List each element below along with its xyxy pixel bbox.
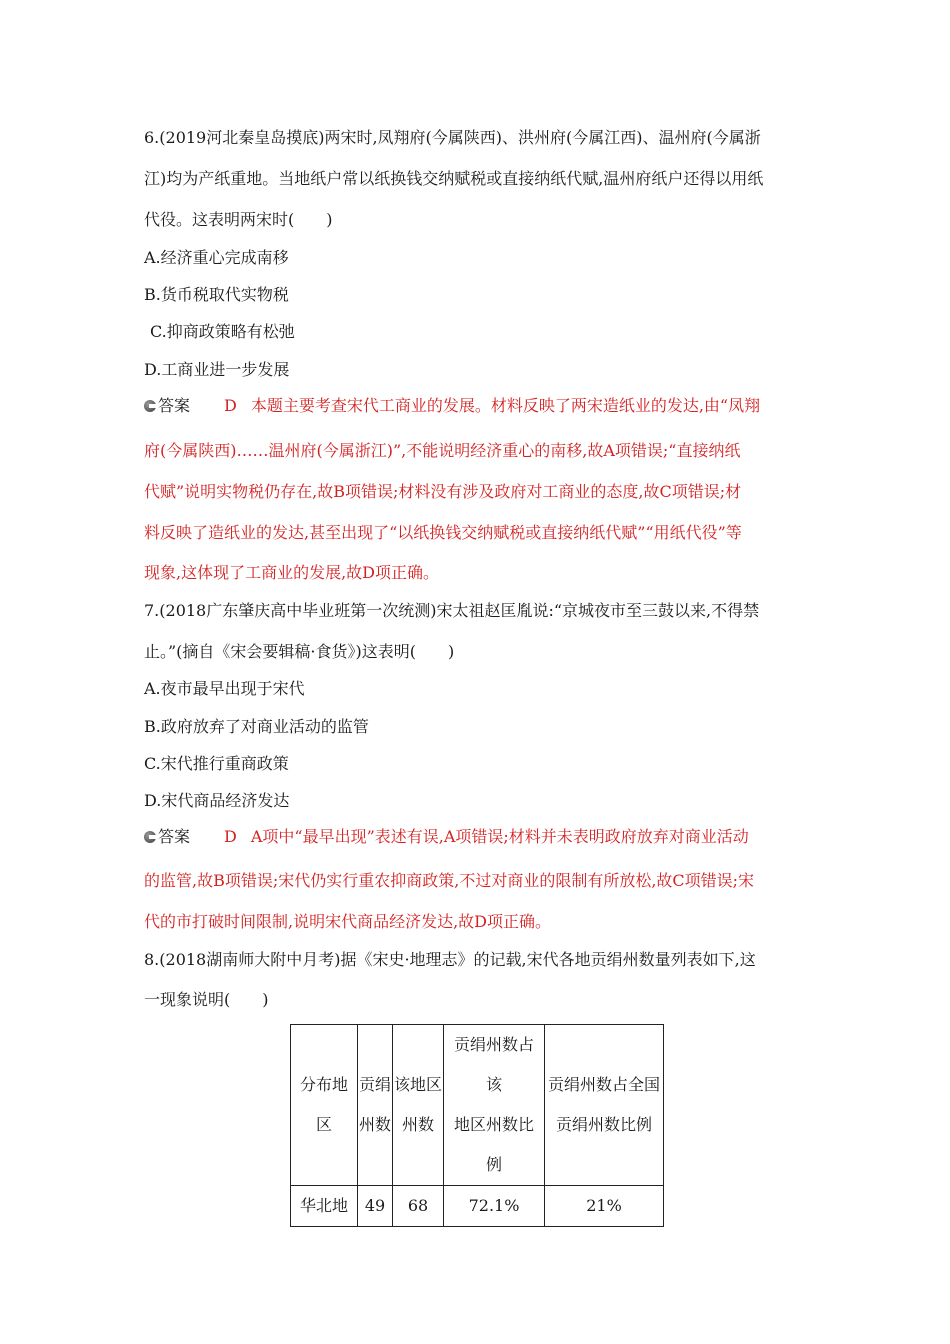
q8-stem-line-2: 一现象说明( ) xyxy=(144,990,269,1009)
distribution-table xyxy=(290,1024,664,1227)
table-cell: 49 xyxy=(358,1186,393,1227)
q7-option-c: C.宋代推行重商政策 xyxy=(144,754,289,773)
q8-stem-line-1: 8.(2018湖南师大附中月考)据《宋史·地理志》的记载,宋代各地贡绢州数量列表如下,这 xyxy=(144,950,756,969)
q6-explanation-line-1: 本题主要考查宋代工商业的发展。材料反映了两宋造纸业的发达,由“凤翔 xyxy=(250,396,761,415)
q6-option-a: A.经济重心完成南移 xyxy=(144,248,289,267)
q6-explanation-line-4: 料反映了造纸业的发达,甚至出现了“以纸换钱交纳赋税或直接纳纸代赋”“用纸代役”等 xyxy=(144,523,742,542)
q6-stem-line-1: 6.(2019河北秦皇岛摸底)两宋时,凤翔府(今属陕西)、洪州府(今属江西)、温州府(今属浙 xyxy=(144,128,761,147)
q6-stem-line-2: 江)均为产纸重地。当地纸户常以纸换钱交纳赋税或直接纳纸代赋,温州府纸户还得以用纸 xyxy=(144,169,764,188)
q7-stem-line-1: 7.(2018广东肇庆高中毕业班第一次统测)宋太祖赵匡胤说:“京城夜市至三鼓以来,不得禁 xyxy=(144,601,760,620)
q7-answer-letter: D xyxy=(224,827,237,846)
header-cell-national-ratio: 贡绢州数占全国 贡绢州数比例 xyxy=(545,1025,664,1186)
q6-answer-label: 答案 xyxy=(158,396,191,415)
q6-explanation-line-3: 代赋”说明实物税仍存在,故B项错误;材料没有涉及政府对工商业的态度,故C项错误;材 xyxy=(144,482,742,501)
q6-answer-letter: D xyxy=(224,396,237,415)
q7-stem-line-2: 止。”(摘自《宋会要辑稿·食货》)这表明( ) xyxy=(144,642,455,661)
q7-option-d: D.宋代商品经济发达 xyxy=(144,791,290,810)
answer-icon xyxy=(144,400,156,412)
table-cell: 72.1% xyxy=(444,1186,545,1227)
q6-explanation-line-5: 现象,这体现了工商业的发展,故D项正确。 xyxy=(144,563,440,582)
q6-option-c: C.抑商政策略有松弛 xyxy=(150,322,295,341)
table-cell: 21% xyxy=(545,1186,664,1227)
header-cell-region: 分布地 区 xyxy=(291,1025,358,1186)
q6-option-b: B.货币税取代实物税 xyxy=(144,285,289,304)
q7-option-b: B.政府放弃了对商业活动的监管 xyxy=(144,717,369,736)
header-cell-region-ratio: 贡绢州数占 该 地区州数比 例 xyxy=(444,1025,545,1186)
table-header-row xyxy=(291,1025,664,1186)
q6-explanation-line-2: 府(今属陕西)……温州府(今属浙江)”,不能说明经济重心的南移,故A项错误;“直接纳纸 xyxy=(144,441,741,460)
q7-explanation-line-1: A项中“最早出现”表述有误,A项错误;材料并未表明政府放弃对商业活动 xyxy=(250,827,749,846)
q7-explanation-line-2: 的监管,故B项错误;宋代仍实行重农抑商政策,不过对商业的限制有所放松,故C项错误;宋 xyxy=(144,871,755,890)
q7-option-a: A.夜市最早出现于宋代 xyxy=(144,679,305,698)
answer-icon xyxy=(144,831,156,843)
q7-answer-line xyxy=(144,827,749,847)
header-cell-tribute-count: 贡绢 州数 xyxy=(358,1025,393,1186)
q7-explanation-line-3: 代的市打破时间限制,说明宋代商品经济发达,故D项正确。 xyxy=(144,912,552,931)
header-cell-region-count: 该地区 州数 xyxy=(393,1025,444,1186)
q6-option-d: D.工商业进一步发展 xyxy=(144,360,290,379)
table-cell: 68 xyxy=(393,1186,444,1227)
q6-answer-line xyxy=(144,396,760,416)
table-cell: 华北地 xyxy=(291,1186,358,1227)
table-row xyxy=(291,1186,664,1227)
q7-answer-label: 答案 xyxy=(158,827,191,846)
q6-stem-line-3: 代役。这表明两宋时( ) xyxy=(144,210,333,229)
